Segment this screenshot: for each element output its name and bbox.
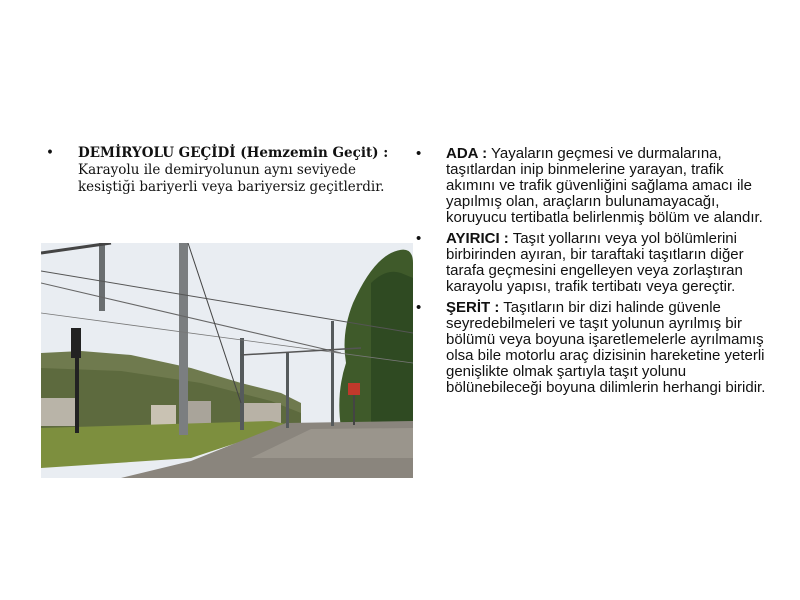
definition-text (78, 145, 390, 196)
list-item (412, 300, 767, 396)
term-label: DEMİRYOLU GEÇİDİ (Hemzemin Geçit) : (78, 145, 389, 161)
bullet-icon: • (46, 145, 54, 161)
catenary-pole (179, 243, 188, 435)
term-label: ŞERİT : (446, 299, 500, 316)
photo-illustration (41, 243, 413, 478)
bullet-icon: • (416, 230, 422, 247)
definition-body: Taşıt yollarını veya yol bölümlerini birbirinden ayıran, bir taraftaki taşıtların diğer tarafa geçmesini engelleyen veya zorlaştıran karayolu yapısı, trafik tertibatı veya gereçtir. (446, 230, 744, 295)
list-item (412, 231, 767, 295)
definition-text (446, 146, 767, 226)
bullet-icon: • (416, 145, 422, 162)
left-column (40, 145, 390, 201)
building (41, 398, 76, 426)
definition-body: Karayolu ile demiryolunun aynı seviyede kesiştiği bariyerli veya bariyersiz geçitlerdir. (78, 162, 385, 195)
trees-dark (371, 272, 413, 428)
building (151, 405, 176, 425)
crossing-sign (348, 383, 360, 395)
catenary-pole (331, 321, 334, 426)
catenary-pole (286, 353, 289, 428)
right-column (412, 146, 767, 401)
definition-body: Taşıtların bir dizi halinde güvenle seyredebilmeleri ve taşıt yolunun ayrılmış bir bölümü veya boyuna işaretlemelerle ayrılmamış olsa bile motorlu araç dizisinin hareketine yeterli genişlikte olmak şartıyla taşıt yolunu bölünebileceği boyuna dilimlerin herhangi biridir. (446, 299, 766, 396)
term-label: ADA : (446, 145, 488, 162)
definition-body: Yayaların geçmesi ve durmalarına, taşıtlardan inip binmelerine yarayan, trafik akımını ve trafik güvenliğini sağlama amacı ile yapılmış olan, araçların bulunamayacağı, koruyucu tertibatla belirlenmiş bölüm ve alandır. (446, 145, 763, 226)
railway-crossing-photo (41, 243, 413, 478)
lattice-mast (99, 243, 105, 311)
bullet-icon: • (416, 299, 422, 316)
catenary-pole (240, 338, 244, 430)
definition-text (446, 300, 767, 396)
signal-head (71, 328, 81, 358)
list-item (40, 145, 390, 196)
sign-post (353, 395, 355, 425)
list-item (412, 146, 767, 226)
definition-text (446, 231, 767, 295)
term-label: AYIRICI : (446, 230, 509, 247)
